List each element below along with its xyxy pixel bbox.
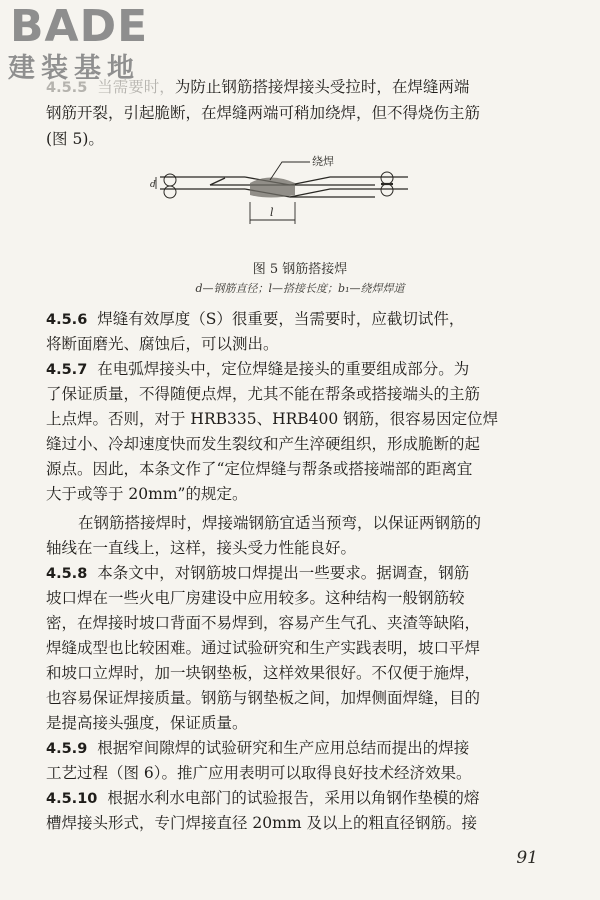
text-run: 根据水利水电部门的试验报告，采用以角钢作垫模的熔 xyxy=(107,789,480,807)
rebar-right xyxy=(210,177,408,197)
section-number: 4.5.9 xyxy=(46,741,88,757)
lap-length-label: l xyxy=(270,206,274,219)
paragraph-4-5-5-line-2: 钢筋开裂，引起脆断，在焊缝两端可稍加绕焊，但不得烧伤主筋 xyxy=(46,104,481,122)
paragraph-4-5-6-line-1 xyxy=(46,308,464,331)
text-run: 根据窄间隙焊的试验研究和生产应用总结而提出的焊接 xyxy=(97,739,470,757)
paragraph-4-5-8-line-7: 是提高接头强度，保证质量。 xyxy=(46,714,248,732)
paragraph-4-5-10-line-2: 槽焊接头形式，专门焊接直径 20mm 及以上的粗直径钢筋。接 xyxy=(46,814,477,832)
page-number: 91 xyxy=(516,848,538,868)
section-number: 4.5.6 xyxy=(46,312,88,328)
paragraph-4-5-6-line-2: 将断面磨光、腐蚀后，可以测出。 xyxy=(46,335,279,353)
paragraph-4-5-7-line-5: 源点。因此，本条文作了“定位焊缝与帮条或搭接端部的距离宜 xyxy=(46,460,473,478)
paragraph-4-5-7-line-7: 在钢筋搭接焊时，焊接端钢筋宜适当预弯，以保证两钢筋的 xyxy=(78,514,482,532)
paragraph-4-5-5-line-3: (图 5)。 xyxy=(46,130,104,148)
site-logo xyxy=(6,2,181,90)
paragraph-4-5-7-line-2: 了保证质量，不得随便点焊，尤其不能在帮条或搭接端头的主筋 xyxy=(46,385,481,403)
text-run: 焊缝有效厚度（S）很重要，当需要时，应截切试件， xyxy=(97,310,465,328)
section-number: 4.5.5 xyxy=(46,80,88,96)
paragraph-4-5-7-line-4: 缝过小、冷却速度快而发生裂纹和产生淬硬组织，形成脆断的起 xyxy=(46,435,481,453)
paragraph-4-5-8-line-1 xyxy=(46,562,469,585)
paragraph-4-5-7-line-6: 大于或等于 20mm”的规定。 xyxy=(46,485,248,503)
diameter-label: d xyxy=(150,180,156,190)
paragraph-4-5-8-line-4: 焊缝成型也比较困难。通过试验研究和生产实践表明，坡口平焊 xyxy=(46,639,481,657)
text-run: 在电弧焊接头中，定位焊缝是接头的重要组成部分。为 xyxy=(97,360,470,378)
paragraph-4-5-10-line-1 xyxy=(46,787,479,810)
paragraph-4-5-9-line-1 xyxy=(46,737,469,760)
logo-chinese-text: 建装基地 xyxy=(8,53,140,84)
figure-caption: 图 5 钢筋搭接焊 xyxy=(252,262,348,277)
weld-bead xyxy=(250,178,295,198)
paragraph-4-5-8-line-6: 也容易保证焊接质量。钢筋与钢垫板之间，加焊侧面焊缝，目的 xyxy=(46,689,481,707)
paragraph-4-5-7-line-8: 轴线在一直线上，这样，接头受力性能良好。 xyxy=(46,539,357,557)
paragraph-4-5-8-line-5: 和坡口立焊时，加一块钢垫板，这样效果很好。不仅便于施焊， xyxy=(46,664,481,682)
section-number: 4.5.10 xyxy=(46,791,98,807)
paragraph-4-5-9-line-2: 工艺过程（图 6）。推广应用表明可以取得良好技术经济效果。 xyxy=(46,764,472,782)
lap-weld-diagram xyxy=(150,150,420,250)
paragraph-4-5-7-line-1 xyxy=(46,358,469,381)
paragraph-4-5-7-line-3: 上点焊。否则，对于 HRB335、HRB400 钢筋，很容易因定位焊 xyxy=(46,410,499,428)
section-number: 4.5.7 xyxy=(46,362,88,378)
paragraph-4-5-8-line-3: 密，在焊接时坡口背面不易焊到，容易产生气孔、夹渣等缺陷， xyxy=(46,614,481,632)
weld-leader-line xyxy=(270,162,310,180)
faded-lead-text: 当需要时， xyxy=(97,78,175,96)
text-run: 本条文中，对钢筋坡口焊提出一些要求。据调查，钢筋 xyxy=(97,564,470,582)
logo-latin-text: BADE xyxy=(10,1,149,52)
paragraph-4-5-8-line-2: 坡口焊在一些火电厂房建设中应用较多。这种结构一般钢筋较 xyxy=(46,589,465,607)
figure-legend: d—钢筋直径；l—搭接长度；b₁—绕焊焊道 xyxy=(195,282,405,295)
section-number: 4.5.8 xyxy=(46,566,88,582)
text-run: 为防止钢筋搭接焊接头受拉时，在焊缝两端 xyxy=(174,78,470,96)
weld-label: 绕焊 xyxy=(312,155,334,168)
